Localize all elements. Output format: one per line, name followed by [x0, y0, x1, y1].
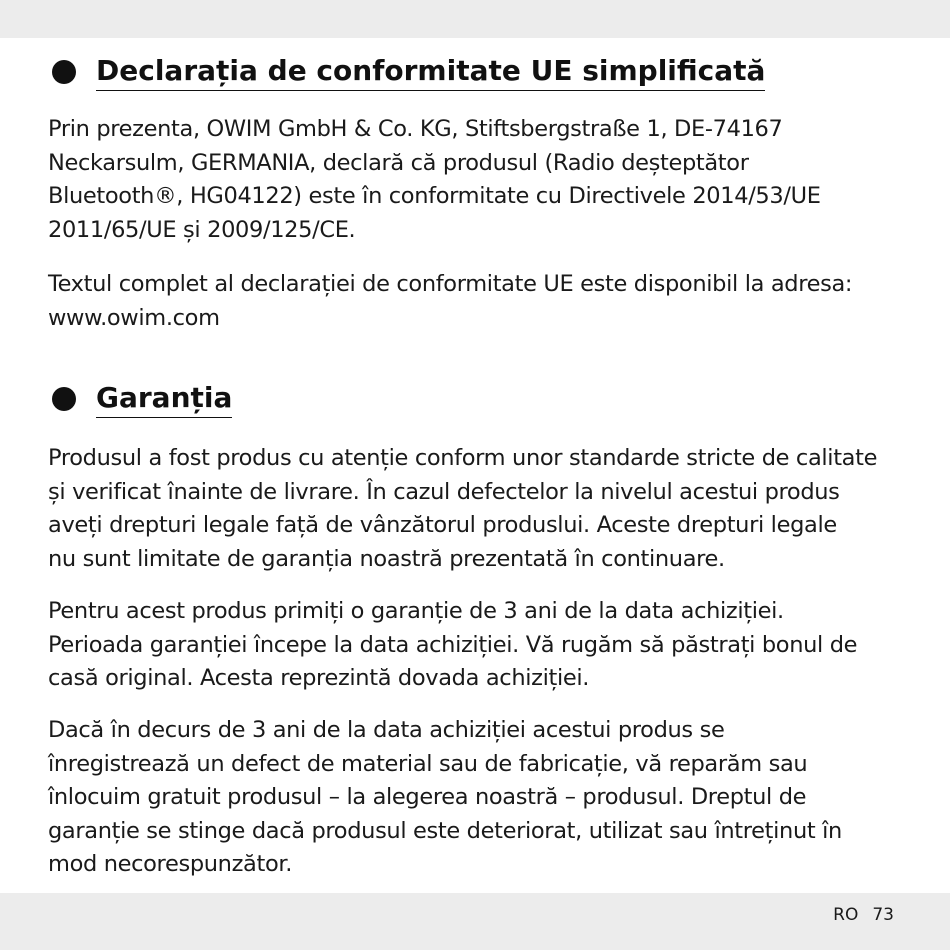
bullet-icon	[52, 60, 76, 84]
text-line: înlocuim gratuit produsul – la alegerea noastră – produsul. Dreptul de	[48, 784, 807, 810]
language-code: RO	[833, 905, 859, 925]
text-line: Pentru acest produs primiți o garanție de 3 ani de la data achiziției.	[48, 598, 784, 624]
warranty-paragraph-2	[48, 595, 908, 696]
bullet-icon	[52, 387, 76, 411]
heading-declaration	[52, 53, 765, 91]
top-margin-band	[0, 0, 950, 38]
text-line: Perioada garanției începe la data achiziției. Vă rugăm să păstrați bonul de	[48, 631, 858, 658]
page-footer	[833, 905, 894, 925]
text-line: Dacă în decurs de 3 ani de la data achiziției acestui produs se	[48, 717, 725, 743]
text-line: Neckarsulm, GERMANIA, declară că produsul (Radio deșteptător	[48, 149, 749, 176]
text-line: garanție se stinge dacă produsul este deteriorat, utilizat sau întreținut în	[48, 817, 842, 844]
text-line: nu sunt limitate de garanția noastră prezentată în continuare.	[48, 545, 725, 572]
text-line: aveți drepturi legale față de vânzătorul produslui. Aceste drepturi legale	[48, 512, 837, 538]
heading-warranty	[52, 380, 232, 418]
declaration-paragraph	[48, 113, 908, 247]
website-text: www.owim.com	[48, 304, 220, 331]
text-line: 2011/65/UE și 2009/125/CE.	[48, 216, 356, 243]
heading-warranty-text: Garanția	[96, 380, 232, 418]
page-number: 73	[872, 905, 894, 925]
heading-declaration-text: Declarația de conformitate UE simplificată	[96, 53, 765, 91]
warranty-paragraph-3	[48, 714, 908, 882]
text-line: și verificat înainte de livrare. În cazul defectelor la nivelul acestui produs	[48, 478, 840, 505]
text-line: Textul complet al declarației de conformitate UE este disponibil la adresa:	[48, 271, 853, 297]
bottom-margin-band	[0, 893, 950, 950]
text-line: casă original. Acesta reprezintă dovada achiziției.	[48, 665, 590, 691]
text-line: înregistrează un defect de material sau de fabricație, vă reparăm sau	[48, 750, 808, 777]
warranty-paragraph-1	[48, 442, 908, 576]
declaration-url-paragraph	[48, 268, 908, 335]
text-line: Prin prezenta, OWIM GmbH & Co. KG, Stiftsbergstraße 1, DE-74167	[48, 116, 783, 142]
text-line: mod necorespunzător.	[48, 851, 293, 877]
text-line: Bluetooth®, HG04122) este în conformitate cu Directivele 2014/53/UE	[48, 183, 821, 209]
text-line: Produsul a fost produs cu atenție conform unor standarde stricte de calitate	[48, 445, 878, 471]
